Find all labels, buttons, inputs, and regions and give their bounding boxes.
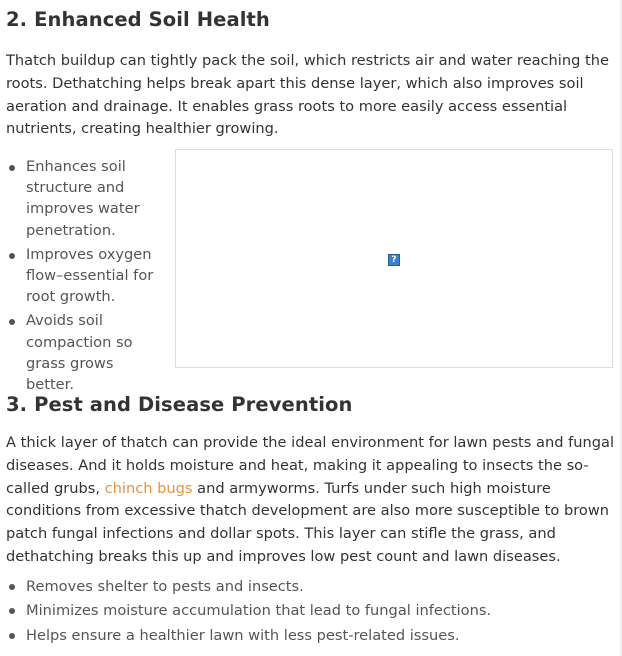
image-placeholder bbox=[175, 149, 613, 368]
broken-image-icon: ? bbox=[388, 254, 400, 266]
paragraph-text: A thick layer of thatch can provide the ideal environment for lawn pests and fungal diseases. And it holds moisture and heat, making it appealing to insects the so-called grubs, bbox=[6, 434, 614, 497]
scroll-edge-shadow bbox=[618, 0, 622, 656]
bullet-dot bbox=[9, 319, 15, 325]
bullet-dot bbox=[9, 584, 15, 590]
list-item-text: Avoids soil compaction so grass grows better. bbox=[26, 312, 133, 394]
bullet-dot bbox=[9, 633, 15, 639]
list-item-text: Helps ensure a healthier lawn with less pest-related issues. bbox=[26, 626, 460, 644]
list-item bbox=[6, 599, 614, 623]
section-paragraph-soil-health: Thatch buildup can tightly pack the soil, which restricts air and water reaching the roots. Dethatching helps break apart this dense layer, which also improves soil aeration and drainage. It enables grass roots to more easily access essential nutrients, creating healthier growing. bbox=[6, 52, 609, 138]
list-item-text: Improves oxygen flow–essential for root growth. bbox=[26, 245, 154, 306]
list-item bbox=[6, 624, 614, 648]
list-item-text: Removes shelter to pests and insects. bbox=[26, 578, 304, 595]
section-paragraph-pest-prevention bbox=[6, 432, 616, 569]
bullet-list-soil-health bbox=[6, 156, 166, 398]
bullet-dot bbox=[9, 608, 15, 614]
bullet-list-pest-prevention bbox=[6, 575, 614, 648]
bullet-dot bbox=[9, 165, 15, 171]
list-item bbox=[6, 244, 166, 308]
list-item bbox=[6, 310, 166, 395]
list-item bbox=[6, 575, 614, 599]
list-item-text: Minimizes moisture accumulation that lead to fungal infections. bbox=[26, 602, 492, 620]
bullet-dot bbox=[9, 253, 15, 259]
section-heading-soil-health: 2. Enhanced Soil Health bbox=[6, 8, 270, 31]
list-item-text: Enhances soil structure and improves water penetration. bbox=[26, 158, 140, 239]
paragraph-text: and armyworms. Turfs under such high moisture conditions from excessive thatch development are also more susceptible to brown patch fungal infections and dollar spots. This layer can stifle the grass, and dethatching breaks this up and improves low pest count and lawn diseases. bbox=[6, 479, 610, 565]
section-heading-pest-prevention: 3. Pest and Disease Prevention bbox=[6, 393, 353, 416]
list-item bbox=[6, 156, 166, 241]
chinch-bugs-link[interactable]: chinch bugs bbox=[104, 479, 193, 497]
